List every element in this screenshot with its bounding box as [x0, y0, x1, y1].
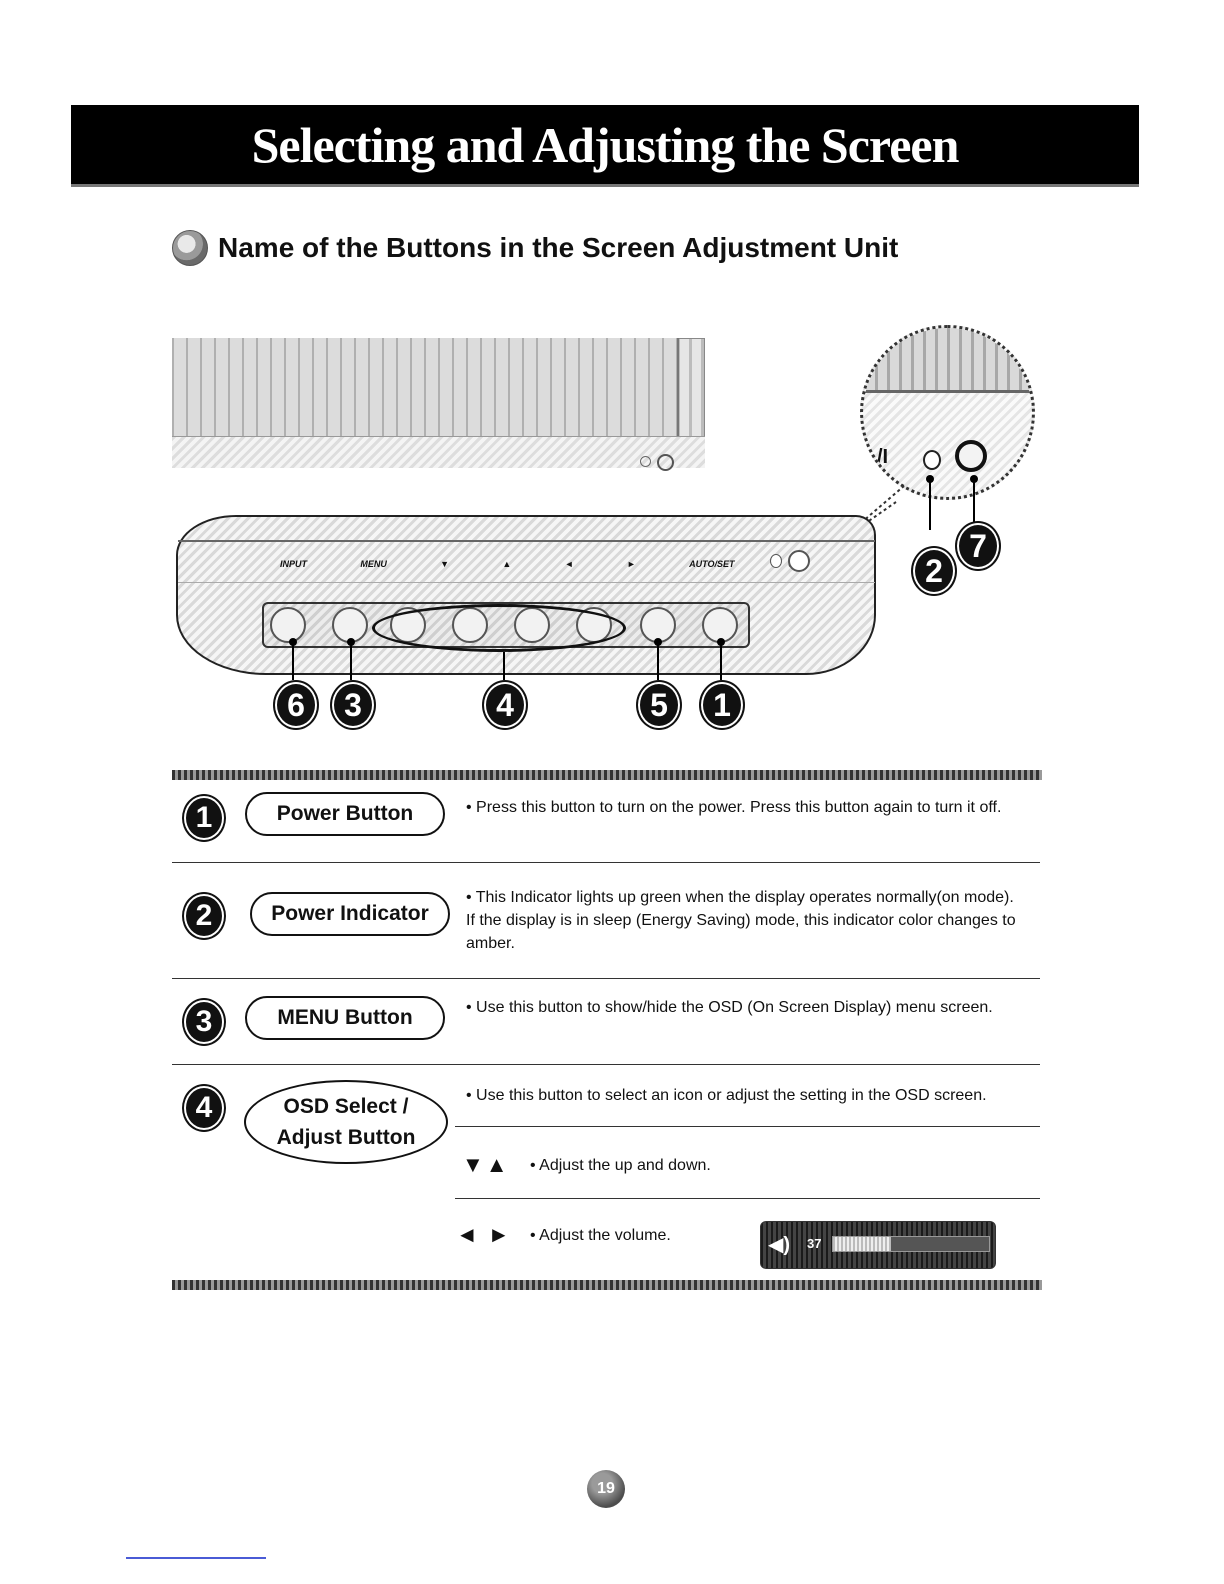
leader-line-6	[292, 644, 294, 680]
speaker-icon: ◀)	[768, 1234, 791, 1256]
volume-bar-fill	[833, 1237, 891, 1251]
leader-line-5	[657, 644, 659, 680]
panel-input-button	[270, 607, 306, 643]
control-panel-labels	[280, 556, 800, 572]
row-divider-4b	[455, 1198, 1040, 1199]
label-osd-select-line1: OSD Select /	[283, 1095, 409, 1118]
item-number-4: 4	[184, 1086, 224, 1130]
label-osd-select-adjust	[244, 1080, 448, 1164]
leader-line-1	[720, 644, 722, 680]
monitor-screen	[172, 338, 679, 438]
zoom-detail-circle	[860, 325, 1035, 500]
desc-power-indicator: • This Indicator lights up green when the display operates normally(on mode). If the display is in sleep (Energy Saving) mode, this indicator color changes to amber.	[466, 889, 1016, 952]
item-number-3: 3	[184, 1000, 224, 1044]
panel-label-down: ▼	[440, 559, 450, 569]
label-osd-select-line2: Adjust Button	[276, 1126, 416, 1149]
osd-buttons-highlight	[372, 604, 626, 652]
row-divider-4a	[455, 1126, 1040, 1127]
label-power-button: Power Button	[245, 792, 445, 836]
leader-line-3	[350, 644, 352, 680]
up-down-arrows-icon: ▼▲	[462, 1152, 510, 1177]
separator-top	[172, 770, 1042, 780]
row-divider-3	[172, 1064, 1040, 1065]
desc-osd-select: • Use this button to select an icon or adjust the setting in the OSD screen.	[466, 1087, 987, 1104]
marker-5: 5	[638, 682, 680, 728]
page-title: Selecting and Adjusting the Screen	[71, 105, 1139, 184]
panel-label-up: ▲	[502, 559, 512, 569]
marker-2: 2	[913, 548, 955, 594]
zoom-indicator-led	[923, 450, 941, 470]
desc-up-down: • Adjust the up and down.	[530, 1157, 711, 1174]
panel-label-right: ►	[626, 559, 636, 569]
desc-power-button: • Press this button to turn on the power. Press this button again to turn it off.	[466, 799, 1002, 816]
label-power-indicator: Power Indicator	[250, 892, 450, 936]
page-number: 19	[587, 1470, 625, 1508]
panel-power-icon	[788, 550, 810, 572]
leader-line-4	[503, 652, 505, 680]
volume-value: 37	[807, 1236, 822, 1251]
zoom-power-button	[955, 440, 987, 472]
panel-label-left: ◄	[564, 559, 574, 569]
separator-bottom	[172, 1280, 1042, 1290]
monitor-power-icon	[657, 454, 674, 471]
monitor-bezel	[172, 436, 705, 468]
item-number-1: 1	[184, 796, 224, 840]
zoom-screen-edge	[863, 328, 1035, 393]
section-heading	[172, 228, 898, 268]
row-divider-1	[172, 862, 1040, 863]
marker-3: 3	[332, 682, 374, 728]
desc-left-right: • Adjust the volume.	[530, 1227, 671, 1244]
left-right-arrows-icon: ◄ ►	[456, 1222, 512, 1247]
footer-line	[126, 1557, 266, 1559]
item-number-2: 2	[184, 894, 224, 938]
heading-bullet-icon	[172, 230, 208, 266]
desc-menu-button: • Use this button to show/hide the OSD (On Screen Display) menu screen.	[466, 999, 993, 1016]
row-divider-2	[172, 978, 1040, 979]
panel-label-menu: MENU	[360, 559, 387, 569]
marker-7: 7	[957, 523, 999, 569]
section-heading-text: Name of the Buttons in the Screen Adjustment Unit	[218, 232, 899, 263]
monitor-led-icon	[640, 456, 651, 467]
label-menu-button: MENU Button	[245, 996, 445, 1040]
marker-1: 1	[701, 682, 743, 728]
panel-indicator-led	[770, 554, 782, 568]
marker-4: 4	[484, 682, 526, 728]
leader-line-2	[929, 480, 931, 530]
zoom-power-symbol-icon: /I	[877, 446, 889, 468]
panel-label-input: INPUT	[280, 559, 307, 569]
panel-label-autoset: AUTO/SET	[689, 559, 735, 569]
marker-6: 6	[275, 682, 317, 728]
